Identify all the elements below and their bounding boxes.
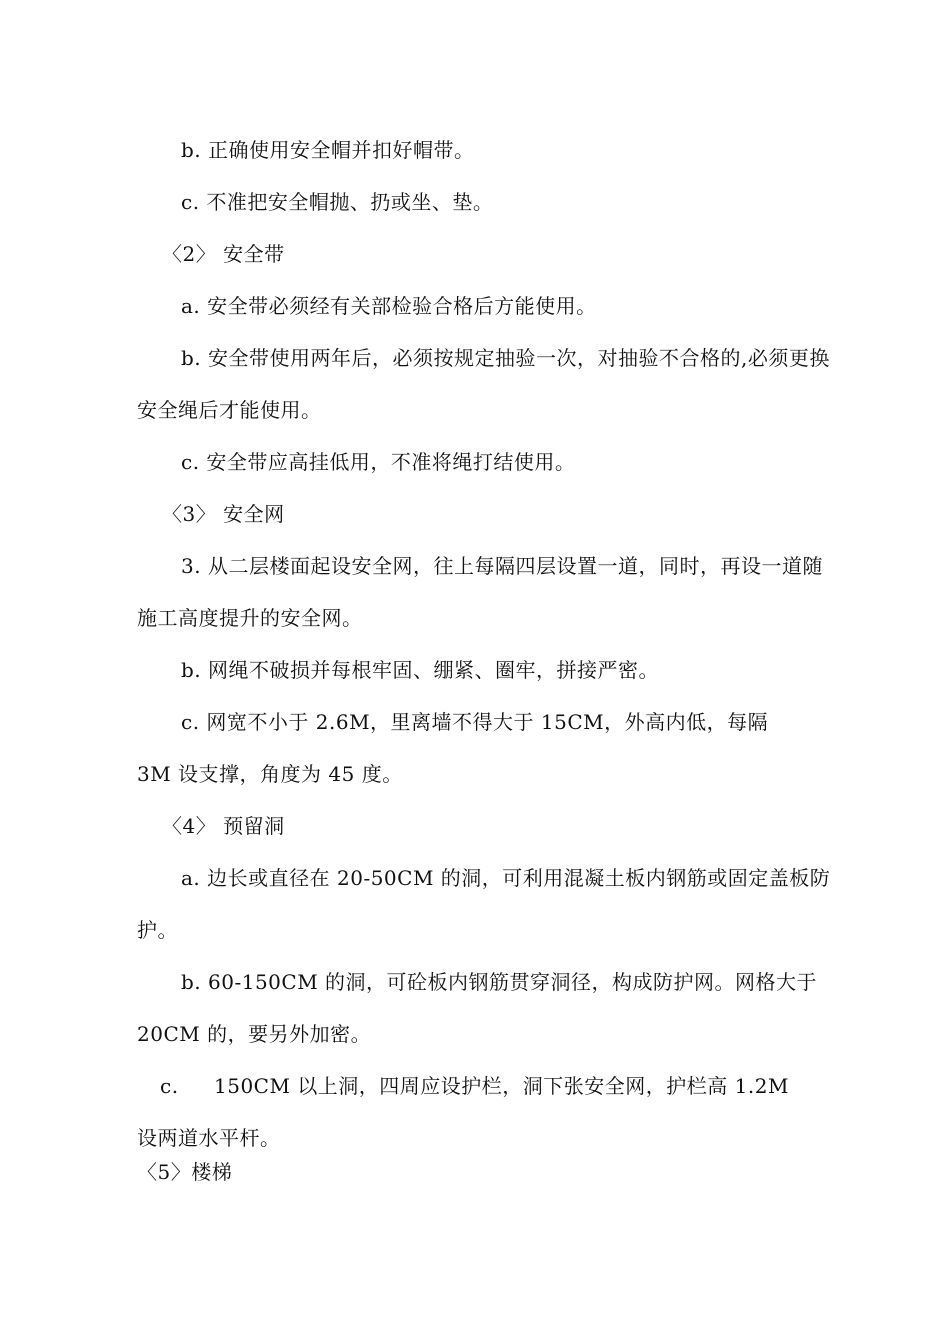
- text-line: a. 边长或直径在 20-50CM 的洞，可利用混凝土板内钢筋或固定盖板防: [181, 866, 831, 890]
- text-line: b. 正确使用安全帽并扣好帽带。: [181, 138, 475, 162]
- text-line: c. 网宽不小于 2.6M，里离墙不得大于 15CM，外高内低，每隔: [181, 710, 769, 734]
- text-line: 安全绳后才能使用。: [137, 398, 322, 422]
- text-line: c. 不准把安全帽抛、扔或坐、垫。: [181, 190, 494, 214]
- text-line: 3. 从二层楼面起设安全网，往上每隔四层设置一道，同时，再设一道随: [181, 554, 823, 578]
- text-line: b. 网绳不破损并每根牢固、绷紧、圈牢，拼接严密。: [181, 658, 660, 682]
- text-line: 设两道水平杆。: [137, 1126, 281, 1150]
- text-line: b. 安全带使用两年后，必须按规定抽验一次，对抽验不合格的,必须更换: [181, 346, 830, 370]
- text-line: b. 60-150CM 的洞，可砼板内钢筋贯穿洞径，构成防护网。网格大于: [181, 970, 818, 994]
- text-line: a. 安全带必须经有关部检验合格后方能使用。: [181, 294, 597, 318]
- list-marker: c.: [160, 1074, 179, 1098]
- text-line: c. 安全带应高挂低用，不准将绳打结使用。: [181, 450, 576, 474]
- text-line: 护。: [137, 918, 178, 942]
- text-line: 3M 设支撑，角度为 45 度。: [137, 762, 403, 786]
- text-line: 20CM 的，要另外加密。: [137, 1022, 372, 1046]
- text-line: 施工高度提升的安全网。: [137, 606, 363, 630]
- section-heading: 〈5〉楼梯: [137, 1160, 233, 1184]
- section-heading: 〈2〉 安全带: [162, 242, 285, 266]
- section-heading: 〈4〉 预留洞: [162, 814, 285, 838]
- text-line: 150CM 以上洞，四周应设护栏，洞下张安全网，护栏高 1.2M: [214, 1074, 789, 1098]
- section-heading: 〈3〉 安全网: [162, 502, 285, 526]
